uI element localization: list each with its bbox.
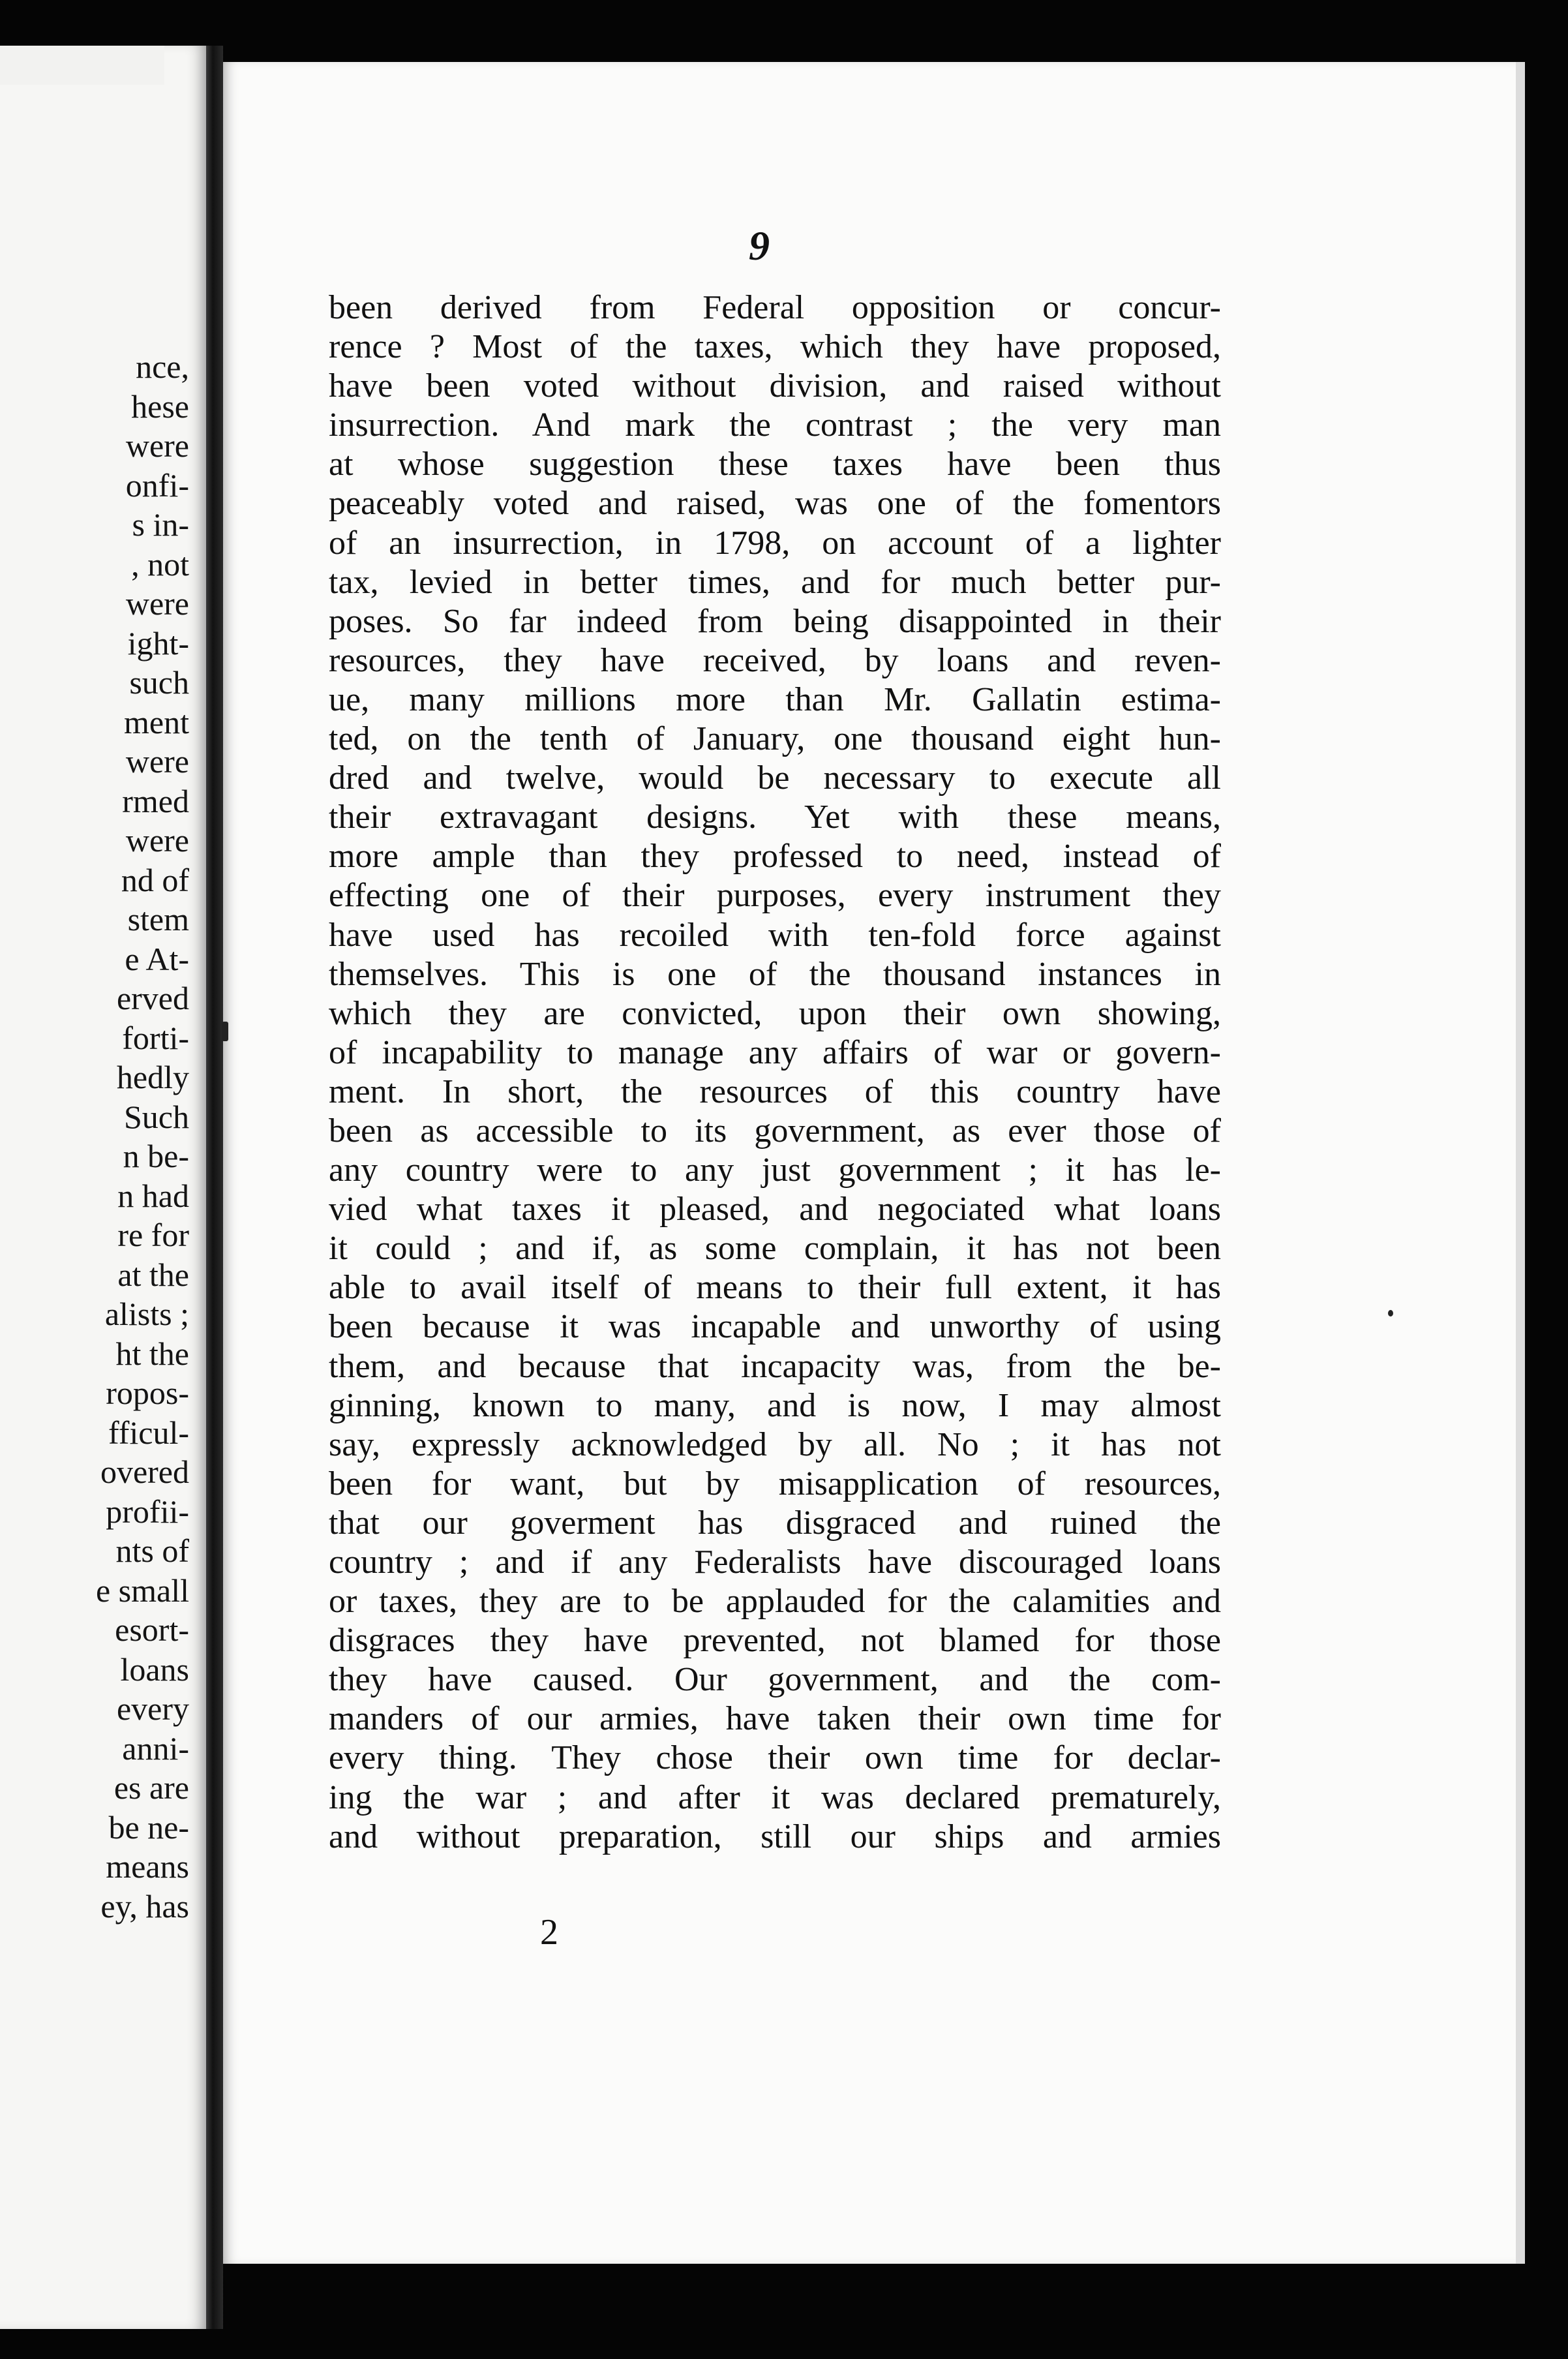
left-page-line-fragment: es are	[113, 1769, 189, 1806]
left-page-line-fragment: ropos-	[106, 1375, 189, 1411]
text-line: tax, levied in better times, and for much better pur-	[329, 563, 1221, 601]
left-page-line-fragment: stem	[127, 901, 189, 937]
left-page-line-fragment: nts of	[115, 1532, 189, 1569]
left-page-line-fragment: at the	[117, 1256, 189, 1293]
left-page-line-fragment: re for	[117, 1217, 189, 1253]
left-page-line-fragment: , not	[131, 545, 189, 583]
left-page-line-fragment: forti-	[122, 1019, 189, 1056]
text-line: been derived from Federal opposition or concur-	[329, 289, 1221, 326]
left-page-line-fragment: ey, has	[100, 1887, 189, 1925]
text-line: ue, many millions more than Mr. Gallatin estima-	[329, 680, 1221, 718]
text-line: country ; and if any Federalists have discouraged loans	[329, 1544, 1221, 1581]
text-line: been as accessible to its government, as ever those of	[329, 1112, 1221, 1149]
text-line: have been voted without division, and raised without	[329, 367, 1221, 405]
text-line: them, and because that incapacity was, from the be-	[329, 1347, 1221, 1385]
text-line: which they are convicted, upon their own showing,	[329, 994, 1221, 1032]
left-page-line-fragment: ment	[124, 703, 189, 740]
signature-mark: 2	[540, 1912, 558, 1953]
left-page-line-fragment: alists ;	[104, 1296, 189, 1332]
page-edge	[1516, 62, 1525, 2264]
text-line: and without preparation, still our ships and armies	[329, 1818, 1221, 1855]
text-line: more ample than they professed to need, instead of	[329, 838, 1221, 875]
text-line: or taxes, they are to be applauded for the calamities and	[329, 1583, 1221, 1621]
left-page-line-fragment: n had	[117, 1177, 189, 1214]
binding-mark	[222, 1022, 228, 1041]
left-page-line-fragment: were	[125, 743, 189, 780]
left-page-line-fragment: overed	[100, 1453, 189, 1490]
text-line: ment. In short, the resources of this country have	[329, 1073, 1221, 1110]
left-page-line-fragment: hedly	[116, 1059, 189, 1095]
text-line: been because it was incapable and unworthy of using	[329, 1308, 1221, 1346]
text-line: peaceably voted and raised, was one of the fomentors	[329, 485, 1221, 523]
left-page-line-fragment: be ne-	[108, 1808, 189, 1846]
left-page-line-fragment: onfi-	[125, 466, 189, 504]
left-page-line-fragment: erved	[116, 980, 189, 1016]
left-page-line-fragment: e At-	[125, 940, 189, 977]
text-line: of incapability to manage any affairs of war or govern-	[329, 1033, 1221, 1071]
left-page-line-fragment: such	[129, 664, 189, 701]
left-page-line-fragment: nce,	[136, 348, 189, 385]
left-page-line-fragment: rmed	[122, 782, 189, 819]
text-line: resources, they have received, by loans and reven-	[329, 641, 1221, 679]
text-line: they have caused. Our government, and the com-	[329, 1661, 1221, 1699]
left-page-line-fragment: e small	[95, 1572, 189, 1609]
previous-page-text-fragments	[96, 347, 189, 1926]
text-line: manders of our armies, have taken their own time for	[329, 1700, 1221, 1738]
left-page-line-fragment: anni-	[122, 1729, 189, 1767]
text-line: have used has recoiled with ten-fold force against	[329, 916, 1221, 954]
book-gutter	[206, 46, 223, 2329]
left-page-line-fragment: esort-	[115, 1611, 189, 1648]
text-line: every thing. They chose their own time for declar-	[329, 1739, 1221, 1777]
left-page-line-fragment: Such	[124, 1098, 189, 1135]
text-line: at whose suggestion these taxes have been thus	[329, 446, 1221, 483]
text-line: it could ; and if, as some complain, it has not been	[329, 1230, 1221, 1268]
left-page-line-fragment: were	[125, 585, 189, 622]
text-line: say, expressly acknowledged by all. No ; it has not	[329, 1425, 1221, 1463]
page-number: 9	[749, 222, 770, 269]
left-page-line-fragment: were	[125, 427, 189, 464]
text-line: ginning, known to many, and is now, I may almost	[329, 1386, 1221, 1424]
text-line: vied what taxes it pleased, and negociated what loans	[329, 1191, 1221, 1228]
left-page-line-fragment: ht the	[115, 1335, 189, 1372]
left-page-line-fragment: were	[125, 822, 189, 859]
left-page-line-fragment: means	[106, 1848, 189, 1885]
text-line: that our goverment has disgraced and ruined the	[329, 1504, 1221, 1542]
ink-speck	[1388, 1310, 1393, 1316]
text-line: of an insurrection, in 1798, on account of a lighter	[329, 524, 1221, 562]
left-page-line-fragment: n be-	[123, 1138, 189, 1174]
left-page-line-fragment: ight-	[127, 624, 189, 662]
left-page-line-fragment: s in-	[132, 506, 189, 543]
previous-page	[0, 46, 206, 2329]
left-page-line-fragment: hese	[131, 388, 189, 425]
left-page-line-fragment: fficul-	[108, 1414, 189, 1451]
text-line: disgraces they have prevented, not blamed for those	[329, 1622, 1221, 1660]
previous-page-top-edge	[0, 46, 164, 85]
text-line: themselves. This is one of the thousand instances in	[329, 955, 1221, 993]
text-line: able to avail itself of means to their full extent, it has	[329, 1269, 1221, 1307]
body-text	[329, 288, 1221, 1857]
text-line: poses. So far indeed from being disappointed in their	[329, 602, 1221, 640]
text-line: been for want, but by misapplication of resources,	[329, 1465, 1221, 1502]
text-line: rence ? Most of the taxes, which they have proposed,	[329, 328, 1221, 366]
text-line: their extravagant designs. Yet with these means,	[329, 799, 1221, 836]
text-line: insurrection. And mark the contrast ; the very man	[329, 406, 1221, 444]
left-page-line-fragment: nd of	[121, 861, 189, 898]
left-page-line-fragment: loans	[120, 1651, 189, 1688]
text-line: ted, on the tenth of January, one thousand eight hun-	[329, 720, 1221, 758]
text-line: dred and twelve, would be necessary to execute all	[329, 759, 1221, 797]
left-page-line-fragment: every	[116, 1690, 189, 1727]
text-line: effecting one of their purposes, every instrument they	[329, 877, 1221, 915]
text-line: ing the war ; and after it was declared prematurely,	[329, 1778, 1221, 1816]
text-line: any country were to any just government ; it has le-	[329, 1151, 1221, 1189]
left-page-line-fragment: profii-	[106, 1493, 189, 1530]
